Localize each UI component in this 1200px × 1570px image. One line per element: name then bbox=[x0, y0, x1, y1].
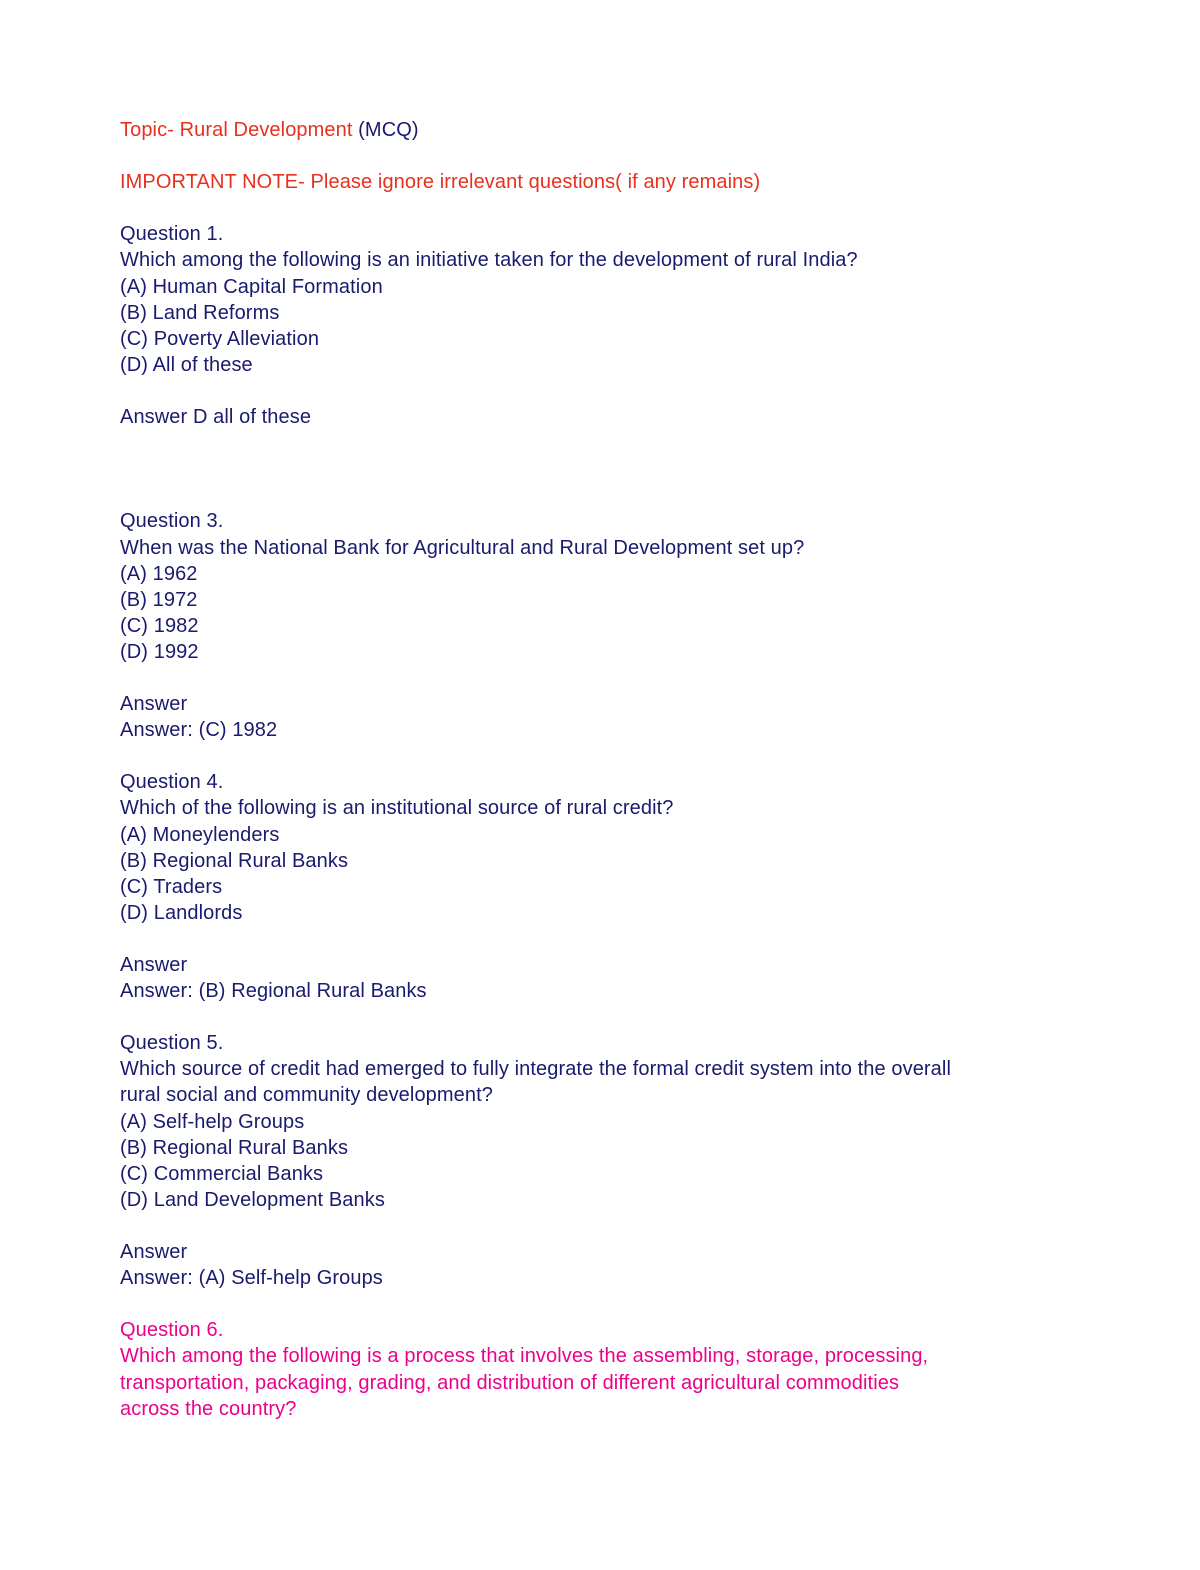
question-block-1 bbox=[120, 221, 1120, 430]
answer-text: Answer: (A) Self-help Groups bbox=[120, 1267, 383, 1290]
topic-heading bbox=[120, 117, 1120, 143]
question-block-6 bbox=[120, 1317, 1120, 1421]
option-b: (B) Regional Rural Banks bbox=[120, 849, 349, 872]
answer-heading: Answer bbox=[120, 954, 188, 976]
question-text: Which of the following is an institutional source of rural credit? bbox=[120, 797, 674, 820]
option-d: (D) All of these bbox=[120, 353, 253, 376]
option-b: (B) Land Reforms bbox=[120, 301, 280, 324]
option-a: (A) Moneylenders bbox=[120, 823, 280, 846]
question-text-line-2: rural social and community development? bbox=[120, 1084, 493, 1107]
answer-heading: Answer bbox=[120, 693, 188, 716]
question-text-line-1: Which source of credit had emerged to fully integrate the formal credit system into the overall bbox=[120, 1058, 951, 1081]
answer-heading: Answer bbox=[120, 1241, 188, 1264]
option-c: (C) Poverty Alleviation bbox=[120, 327, 320, 350]
option-b: (B) 1972 bbox=[120, 588, 198, 611]
topic-suffix: (MCQ) bbox=[358, 119, 419, 141]
question-block-3 bbox=[120, 508, 1120, 743]
option-c: (C) 1982 bbox=[120, 614, 199, 637]
question-text: Which among the following is an initiative taken for the development of rural India? bbox=[120, 249, 858, 272]
answer-text: Answer: (C) 1982 bbox=[120, 719, 278, 742]
question-label: Question 3. bbox=[120, 510, 224, 533]
document-page bbox=[120, 117, 1120, 1422]
option-d: (D) 1992 bbox=[120, 640, 199, 663]
question-block-5 bbox=[120, 1030, 1120, 1291]
option-d: (D) Land Development Banks bbox=[120, 1188, 385, 1211]
question-label: Question 6. bbox=[120, 1319, 224, 1342]
answer-text: Answer: (B) Regional Rural Banks bbox=[120, 980, 427, 1003]
question-text-line-1: Which among the following is a process that involves the assembling, storage, processing, bbox=[120, 1345, 929, 1368]
option-a: (A) Human Capital Formation bbox=[120, 275, 383, 298]
option-c: (C) Commercial Banks bbox=[120, 1162, 324, 1185]
question-text-line-3: across the country? bbox=[120, 1397, 297, 1420]
option-b: (B) Regional Rural Banks bbox=[120, 1136, 349, 1159]
question-block-4 bbox=[120, 769, 1120, 1004]
question-label: Question 1. bbox=[120, 223, 224, 246]
question-label: Question 5. bbox=[120, 1032, 224, 1055]
question-label: Question 4. bbox=[120, 771, 224, 794]
topic-title: Topic- Rural Development bbox=[120, 119, 353, 141]
option-d: (D) Landlords bbox=[120, 901, 243, 924]
option-a: (A) Self-help Groups bbox=[120, 1110, 305, 1133]
option-c: (C) Traders bbox=[120, 875, 223, 898]
question-text-line-2: transportation, packaging, grading, and distribution of different agricultural commodities bbox=[120, 1371, 900, 1394]
important-note: IMPORTANT NOTE- Please ignore irrelevant questions( if any remains) bbox=[120, 171, 761, 194]
option-a: (A) 1962 bbox=[120, 562, 198, 585]
answer-text: Answer D all of these bbox=[120, 406, 312, 429]
question-text: When was the National Bank for Agricultural and Rural Development set up? bbox=[120, 536, 805, 559]
